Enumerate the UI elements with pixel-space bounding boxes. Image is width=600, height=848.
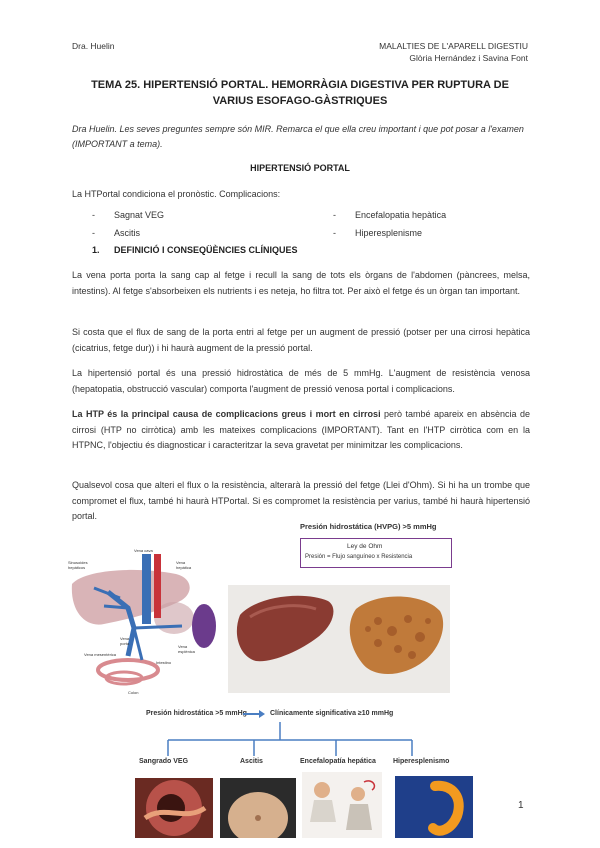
branch-connector-lines bbox=[140, 722, 440, 762]
branch-label: Encefalopatía hepática bbox=[300, 758, 376, 765]
svg-text:Sinusoides: Sinusoides bbox=[68, 560, 88, 565]
spleen-shape bbox=[192, 604, 216, 648]
paragraph-1: La vena porta porta la sang cap al fetge i recull la sang de tots els òrgans de l'abdomen (pàncrees, melsa, intestins). Al fetge s'absorbeixen els nutrients i es neteja, ho filtra tot. Per això el fetge és un òrgan tan important. bbox=[72, 270, 530, 296]
svg-text:Intestino: Intestino bbox=[156, 660, 172, 665]
hvpg-title: Presión hidrostática (HVPG) >5 mmHg bbox=[300, 522, 437, 531]
svg-text:Vena: Vena bbox=[120, 636, 130, 641]
header-author: Dra. Huelin bbox=[72, 41, 115, 51]
vena-cava bbox=[142, 554, 151, 624]
encephalopathy-illustration bbox=[302, 772, 382, 838]
aorta bbox=[154, 554, 161, 618]
branch-label: Sangrado VEG bbox=[139, 758, 189, 765]
arrow-right-icon bbox=[243, 708, 267, 720]
ohm-law-box: Ley de Ohm Presión = Flujo sanguíneo x Resistencia bbox=[300, 538, 452, 568]
liver-photo-art bbox=[228, 585, 450, 693]
header-authors: Glòria Hernández i Savina Font bbox=[409, 53, 528, 63]
paragraph-3: La hipertensió portal és una pressió hidrostàtica de més de 5 mmHg. L'augment de resistència venosa (hepatopatia, obstrucció vascular) comporta l'augment de pressió venosa portal i complicacions. bbox=[72, 368, 530, 394]
paragraph-4: La HTP és la principal causa de complicacions greus i mort en cirrosi però també apareix en absència de cirrosi (HTP no cirròtica) amb les mateixes complicacions (IMPORTANT). Tant en l'HTP cirròtica com en la HTPNC, l'objectiu és diagnosticar i caracteritzar la seva gravetat per minimitzar les complicacions. bbox=[72, 409, 530, 450]
header-course: MALALTIES DE L'APARELL DIGESTIU bbox=[379, 41, 528, 51]
paragraph-5: Qualsevol cosa que alteri el flux o la resistència, alterarà la pressió del fetge (Llei d'Ohm). Si hi ha un trombe que compromet el flux, també hi haurà HTPortal. Si es compromet la resistència per varius, també hi haurà hipertensió portal. bbox=[72, 480, 530, 521]
branch-label: Ascitis bbox=[240, 758, 263, 765]
spleen-scan-image bbox=[395, 776, 473, 838]
page-number: 1 bbox=[518, 800, 524, 811]
svg-text:hepáticos: hepáticos bbox=[68, 565, 86, 570]
svg-text:esplénica: esplénica bbox=[178, 649, 195, 654]
portal-anatomy-diagram bbox=[64, 548, 224, 696]
bullet-item: - Hiperesplenisme bbox=[333, 228, 423, 238]
section-title: HIPERTENSIÓ PORTAL bbox=[250, 163, 350, 173]
branch-label: Hiperesplenismo bbox=[393, 758, 450, 765]
endoscopy-photo bbox=[135, 778, 213, 838]
svg-text:hepática: hepática bbox=[176, 565, 192, 570]
abdomen-photo bbox=[220, 778, 296, 838]
svg-text:Vena: Vena bbox=[178, 644, 188, 649]
bullet-item: - Encefalopatia hepàtica bbox=[333, 210, 447, 220]
subsection-heading: 1. DEFINICIÓ I CONSEQÜÈNCIES CLÍNIQUES bbox=[92, 245, 298, 255]
svg-text:Vena mesentérica: Vena mesentérica bbox=[84, 652, 117, 657]
complications-intro: La HTPortal condiciona el pronòstic. Complicacions: bbox=[72, 189, 281, 199]
intro-note: Dra Huelin. Les seves preguntes sempre són MIR. Remarca el que ella creu important i que pot posar a l'examen (IMPORTANT a tema). bbox=[72, 124, 524, 149]
svg-text:Vena cava: Vena cava bbox=[134, 548, 153, 553]
page-title: TEMA 25. HIPERTENSIÓ PORTAL. HEMORRÀGIA DIGESTIVA PER RUPTURA DE VARIUS ESOFAGO-GÀSTRIQUES bbox=[91, 79, 509, 107]
paragraph-2: Si costa que el flux de sang de la porta entri al fetge per un augment de pressió (potser per una cirrosi hepàtica (cicatrius, fetge dur)) i hi haurà augment de la pressió portal. bbox=[72, 327, 530, 353]
svg-text:Colon: Colon bbox=[128, 690, 139, 695]
liver-comparison-photo bbox=[228, 585, 450, 693]
flow-label-significant: Clínicamente significativa ≥10 mmHg bbox=[270, 710, 394, 717]
flow-label-pressure: Presión hidrostática >5 mmHg bbox=[146, 710, 247, 717]
bullet-item: - Ascitis bbox=[92, 228, 141, 238]
svg-text:porta: porta bbox=[120, 641, 130, 646]
bullet-item: - Sagnat VEG bbox=[92, 210, 165, 220]
svg-text:Vena: Vena bbox=[176, 560, 186, 565]
cirrhotic-liver bbox=[350, 596, 443, 674]
